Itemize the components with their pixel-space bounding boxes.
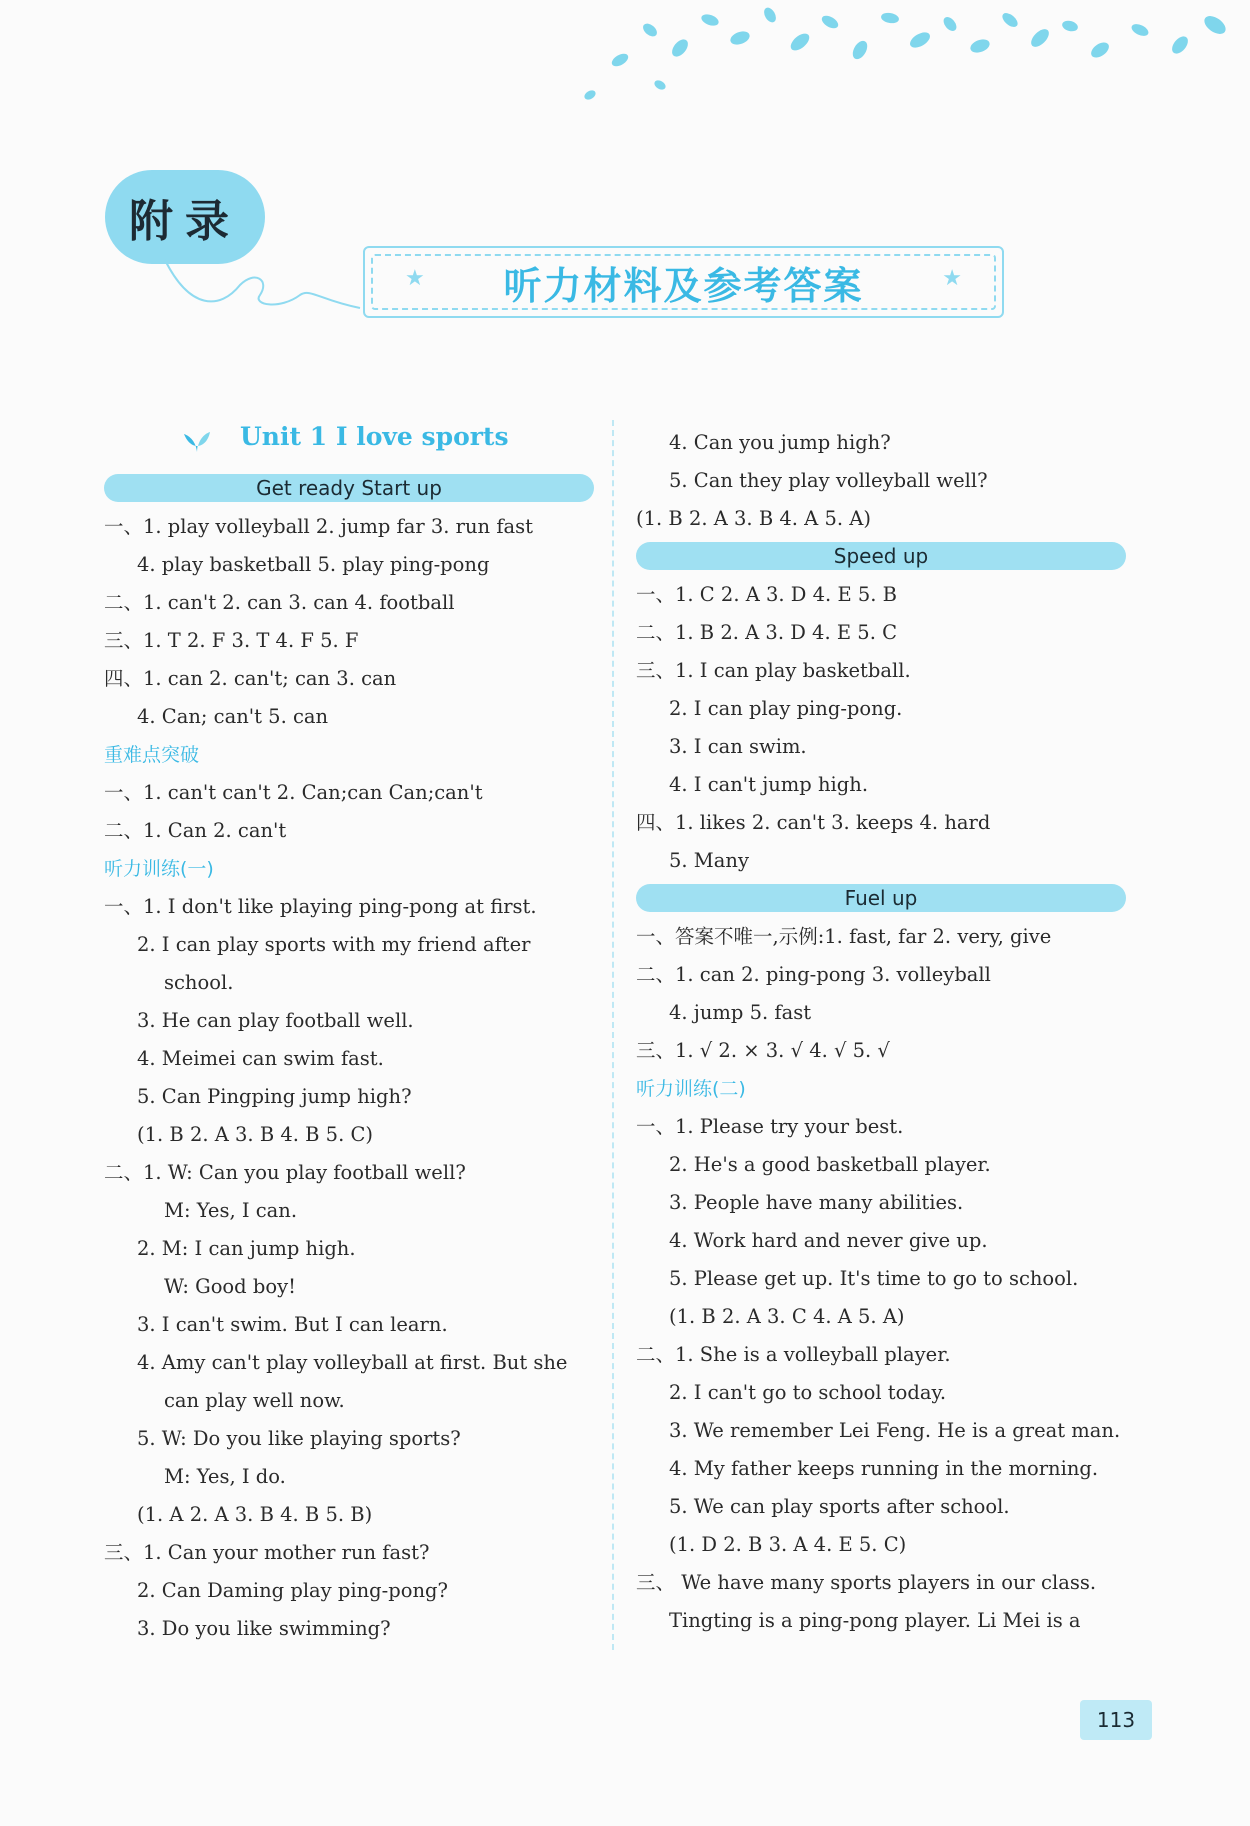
answer-line: 2. He's a good basketball player.: [669, 1153, 991, 1176]
answer-line: 二、1. W: Can you play football well?: [104, 1161, 466, 1184]
answer-line: 4. Amy can't play volleyball at first. But she: [137, 1351, 568, 1374]
answer-line: (1. B 2. A 3. C 4. A 5. A): [669, 1305, 905, 1328]
answer-line: 5. We can play sports after school.: [669, 1495, 1010, 1518]
answer-line: Tingting is a ping-pong player. Li Mei is a: [669, 1609, 1081, 1632]
answer-line: 4. Work hard and never give up.: [669, 1229, 988, 1252]
answer-line: 四、1. likes 2. can't 3. keeps 4. hard: [636, 811, 991, 834]
answer-line: 5. Please get up. It's time to go to school.: [669, 1267, 1079, 1290]
answer-line: 5. W: Do you like playing sports?: [137, 1427, 461, 1450]
page-title: 听力材料及参考答案: [371, 254, 996, 310]
answer-line: 二、1. She is a volleyball player.: [636, 1343, 951, 1366]
answer-line: (1. D 2. B 3. A 4. E 5. C): [669, 1533, 907, 1556]
answer-line: 一、答案不唯一,示例:1. fast, far 2. very, give: [636, 925, 1052, 948]
answer-line: M: Yes, I do.: [164, 1465, 286, 1488]
answer-line: 4. My father keeps running in the morning.: [669, 1457, 1099, 1480]
answer-line: 一、1. can't can't 2. Can;can Can;can't: [104, 781, 483, 804]
answer-line: (1. B 2. A 3. B 4. B 5. C): [137, 1123, 374, 1146]
answer-line: 二、1. can't 2. can 3. can 4. football: [104, 591, 455, 614]
section-heading: 重难点突破: [104, 744, 200, 766]
answer-line: 三、1. Can your mother run fast?: [104, 1541, 430, 1564]
answer-line: 3. We remember Lei Feng. He is a great man.: [669, 1419, 1121, 1442]
answer-line: 3. Do you like swimming?: [137, 1617, 391, 1640]
answer-line: 2. I can't go to school today.: [669, 1381, 947, 1404]
answer-line: 3. I can swim.: [669, 735, 807, 758]
section-heading: 听力训练(一): [104, 858, 214, 880]
answer-line: 4. I can't jump high.: [669, 773, 869, 796]
answer-line: 一、1. I don't like playing ping-pong at first.: [104, 895, 537, 918]
swirl-decoration: [160, 250, 370, 320]
answer-line: 5. Many: [669, 849, 749, 872]
answer-line: can play well now.: [164, 1389, 345, 1412]
answer-line: 4. play basketball 5. play ping-pong: [137, 553, 490, 576]
answer-line: (1. A 2. A 3. B 4. B 5. B): [137, 1503, 373, 1526]
answer-line: (1. B 2. A 3. B 4. A 5. A): [636, 507, 871, 530]
answer-line: 3. People have many abilities.: [669, 1191, 964, 1214]
answer-line: 3. I can't swim. But I can learn.: [137, 1313, 448, 1336]
leaf-decoration: [560, 0, 1250, 110]
answer-line: 5. Can Pingping jump high?: [137, 1085, 412, 1108]
answer-line: 5. Can they play volleyball well?: [669, 469, 988, 492]
answer-line: 三、 We have many sports players in our class.: [636, 1571, 1097, 1594]
answer-line: 四、1. can 2. can't; can 3. can: [104, 667, 397, 690]
page-number: 113: [1080, 1700, 1152, 1740]
right-column: [636, 424, 1126, 1640]
answer-line: 3. He can play football well.: [137, 1009, 414, 1032]
title-box: [363, 246, 1004, 318]
answer-line: 二、1. B 2. A 3. D 4. E 5. C: [636, 621, 898, 644]
star-icon: ★: [942, 266, 962, 291]
answer-line: 2. I can play sports with my friend after: [137, 933, 531, 956]
answer-line: W: Good boy!: [164, 1275, 296, 1298]
answer-line: 二、1. Can 2. can't: [104, 819, 287, 842]
sprout-icon: [182, 428, 212, 454]
answer-line: 2. Can Daming play ping-pong?: [137, 1579, 448, 1602]
unit-title: Unit 1 I love sports: [240, 422, 509, 451]
section-bar: Fuel up: [636, 884, 1126, 912]
answer-line: 二、1. can 2. ping-pong 3. volleyball: [636, 963, 991, 986]
answer-line: 三、1. √ 2. × 3. √ 4. √ 5. √: [636, 1039, 890, 1062]
appendix-badge: 附录: [105, 170, 265, 264]
answer-line: 一、1. C 2. A 3. D 4. E 5. B: [636, 583, 898, 606]
section-heading: 听力训练(二): [636, 1078, 746, 1100]
answer-line: 4. Can; can't 5. can: [137, 705, 329, 728]
answer-line: 三、1. T 2. F 3. T 4. F 5. F: [104, 629, 359, 652]
star-icon: ★: [405, 266, 425, 291]
left-column: [104, 470, 594, 1648]
answer-line: 4. jump 5. fast: [669, 1001, 812, 1024]
answer-line: 2. M: I can jump high.: [137, 1237, 356, 1260]
answer-line: 三、1. I can play basketball.: [636, 659, 911, 682]
section-bar: Speed up: [636, 542, 1126, 570]
answer-line: 2. I can play ping-pong.: [669, 697, 903, 720]
column-divider: [612, 420, 614, 1650]
answer-line: 一、1. play volleyball 2. jump far 3. run fast: [104, 515, 534, 538]
answer-line: 4. Can you jump high?: [669, 431, 891, 454]
section-bar: Get ready Start up: [104, 474, 594, 502]
answer-line: school.: [164, 971, 234, 994]
answer-line: M: Yes, I can.: [164, 1199, 298, 1222]
answer-line: 一、1. Please try your best.: [636, 1115, 904, 1138]
answer-line: 4. Meimei can swim fast.: [137, 1047, 384, 1070]
